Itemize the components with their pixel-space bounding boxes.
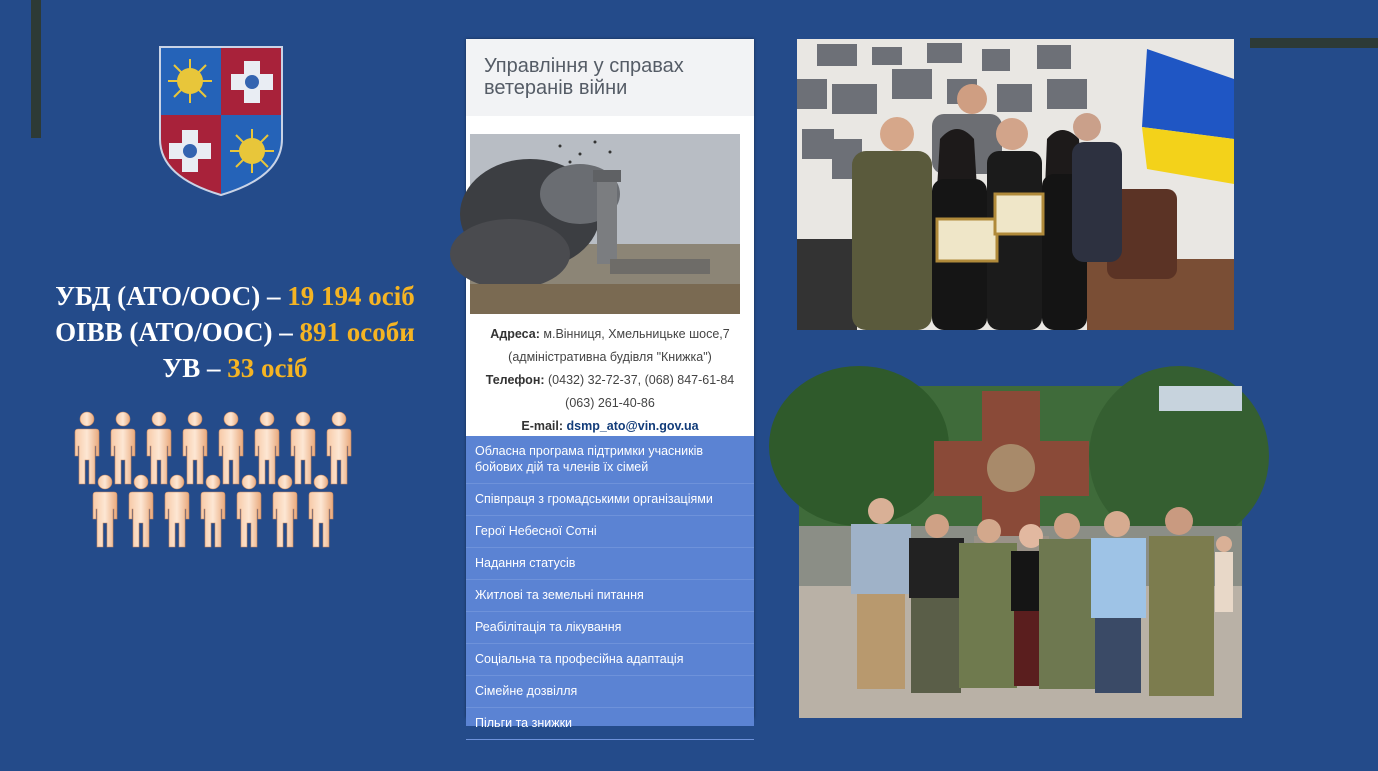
menu-item-housing[interactable]: Житлові та земельні питання (466, 580, 754, 612)
decorative-bar-left (31, 0, 41, 138)
menu-item-program[interactable]: Обласна програма підтримки учасників бойових дій та членів їх сімей (466, 436, 754, 484)
site-menu (466, 436, 754, 730)
people-group-icon (70, 410, 360, 555)
menu-item-rehabilitation[interactable]: Реабілітація та лікування (466, 612, 754, 644)
menu-item-statuses[interactable]: Надання статусів (466, 548, 754, 580)
menu-item-cooperation[interactable]: Співпраця з громадськими організаціями (466, 484, 754, 516)
contact-info (466, 323, 754, 438)
email-link[interactable]: dsmp_ato@vin.gov.ua (566, 419, 699, 433)
phone-line: Телефон: (0432) 32-72-37, (068) 847-61-84 (485, 373, 735, 387)
veteran-statistics (20, 278, 450, 386)
monument-group-photo (799, 386, 1242, 718)
stat-line-oivv: ОІВВ (АТО/ООС) – 891 особи (55, 317, 415, 347)
coat-of-arms-icon (160, 47, 282, 195)
website-panel (466, 39, 754, 730)
menu-item-heroes[interactable]: Герої Небесної Сотні (466, 516, 754, 548)
stat-line-uv: УВ – 33 осіб (162, 353, 308, 383)
menu-item-leisure[interactable]: Сімейне дозвілля (466, 676, 754, 708)
decorative-bar-right (1250, 38, 1378, 48)
stat-line-ubd: УБД (АТО/ООС) – 19 194 осіб (55, 281, 415, 311)
office-group-photo (797, 39, 1234, 330)
phone-line-2: (063) 261-40-86 (565, 396, 655, 410)
menu-item-benefits[interactable]: Пільги та знижки (466, 708, 754, 740)
airport-tower-photo (470, 134, 740, 314)
email-line: E-mail: dsmp_ato@vin.gov.ua (521, 419, 699, 433)
address-note: (адміністративна будівля "Книжка") (508, 350, 712, 364)
address-line: Адреса: м.Вінниця, Хмельницьке шосе,7 (490, 327, 730, 341)
site-header-title: Управління у справах ветеранів війни (466, 39, 754, 116)
menu-item-adaptation[interactable]: Соціальна та професійна адаптація (466, 644, 754, 676)
